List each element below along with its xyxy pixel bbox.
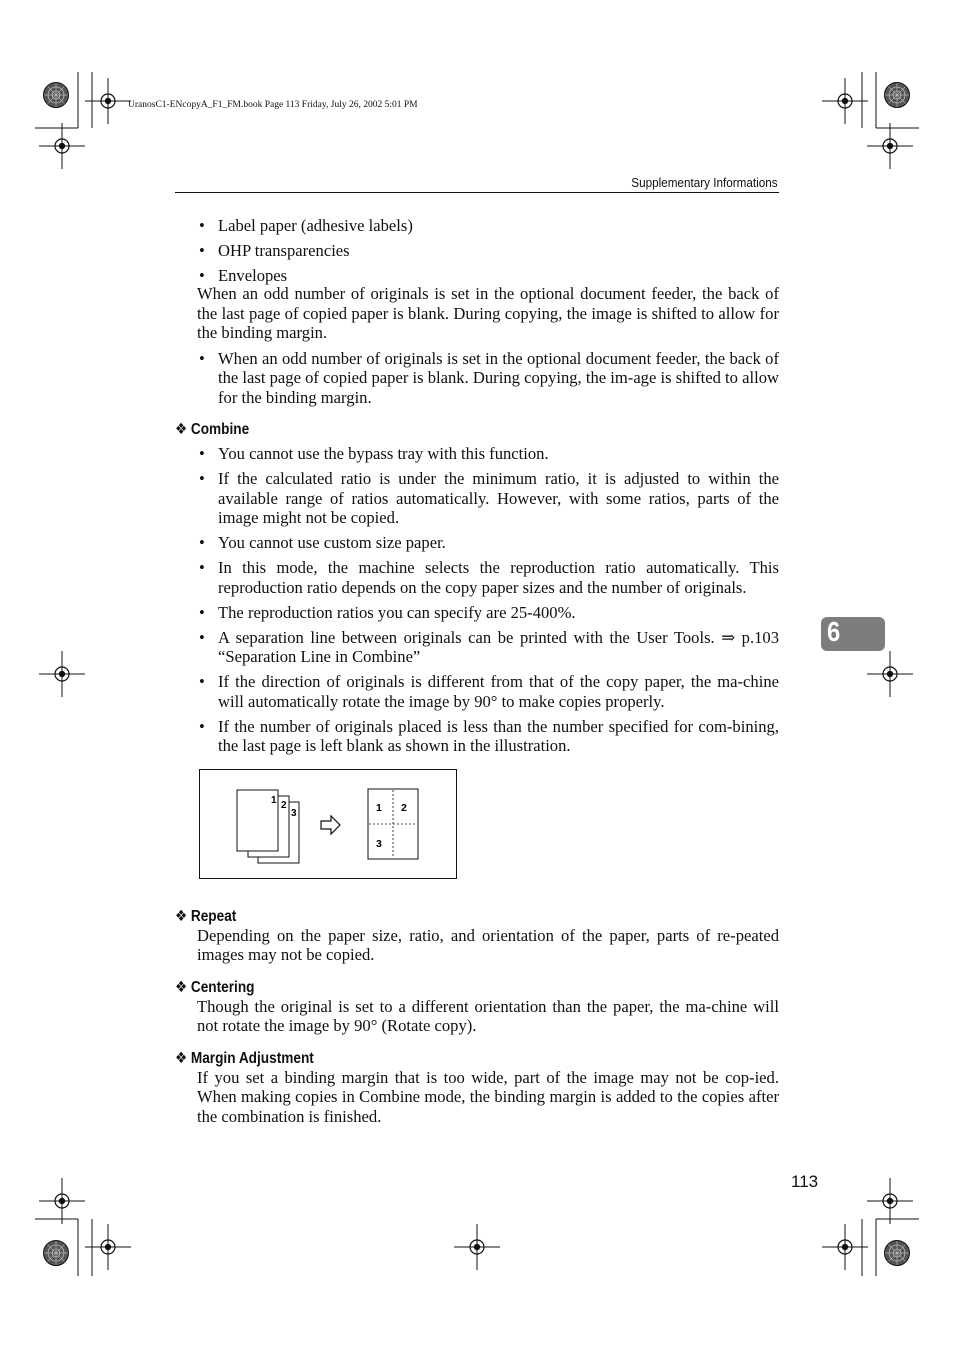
intro-bullet-list [175,216,779,286]
repeat-text: Depending on the paper size, ratio, and orientation of the paper, parts of re-peated images may not be copied. [197,925,779,964]
list-item: • OHP transparencies [175,241,779,261]
margin-adjustment-text: If you set a binding margin that is too wide, part of the image may not be cop-ied. When making copies in Combine mode, the binding margin is added to the copies after the combination is finished. [197,1067,779,1126]
original-page-number: 3 [291,807,297,819]
section-heading-margin-adjustment: ❖ Margin Adjustment [175,1049,314,1067]
header-rule [175,192,779,193]
list-item: • When an odd number of originals is set in the optional document feeder, the back of the last page of copied paper is blank. During copying, the im-age is shifted to allow for the binding margin. [175,349,779,408]
diamond-ornament-icon: ❖ [175,1049,188,1067]
result-page-number: 2 [401,801,407,814]
list-item: • In this mode, the machine selects the reproduction ratio automatically. This reproduction ratio depends on the copy paper sizes and the number of originals. [175,558,779,597]
diamond-ornament-icon: ❖ [175,978,188,996]
list-item: • If the direction of originals is different from that of the copy paper, the ma-chine will automatically rotate the image by 90° to make copies properly. [175,672,779,711]
intro-bullet-list-2 [175,349,779,408]
result-page-number: 1 [376,801,382,814]
diamond-ornament-icon: ❖ [175,907,188,925]
centering-text: Though the original is set to a different orientation than the paper, the ma-chine will not rotate the image by 90° (Rotate copy). [197,996,779,1035]
combine-bullet-list [175,444,779,756]
list-item: • You cannot use the bypass tray with this function. [175,444,779,464]
running-header: Supplementary Informations [631,175,778,190]
combine-illustration [199,769,457,879]
list-item: • Envelopes [175,266,779,286]
section-heading-repeat: ❖ Repeat [175,907,237,925]
original-page-number: 1 [271,794,277,806]
section-heading-centering: ❖ Centering [175,978,255,996]
intro-paragraph: When an odd number of originals is set in the optional document feeder, the back of the last page of copied paper is blank. During copying, the image is shifted to allow for the binding margin. [197,284,779,342]
list-item: • Label paper (adhesive labels) [175,216,779,236]
list-item: • You cannot use custom size paper. [175,533,779,553]
original-page-number: 2 [281,799,287,811]
list-item: • A separation line between originals can be printed with the User Tools. ⇒ p.103 “Separation Line in Combine” [175,628,779,667]
list-item: • If the number of originals placed is less than the number specified for com-bining, the last page is left blank as shown in the illustration. [175,717,779,756]
diamond-ornament-icon: ❖ [175,421,188,438]
page-content [175,216,779,1126]
list-item: • If the calculated ratio is under the minimum ratio, it is adjusted to within the available range of ratios automatically. However, with some ratios, parts of the image might not be copied. [175,469,779,528]
result-page-number: 3 [376,837,382,850]
section-heading-combine: ❖ Combine [175,421,250,438]
list-item: • The reproduction ratios you can specify are 25-400%. [175,603,779,623]
combine-diagram [200,770,456,878]
page-number: 113 [791,1172,819,1191]
chapter-tab-number: 6 [827,616,841,647]
outline-arrow-right-icon [321,816,340,834]
print-info: UranosC1-ENcopyA_F1_FM.book Page 113 Friday, July 26, 2002 5:01 PM [128,100,418,110]
